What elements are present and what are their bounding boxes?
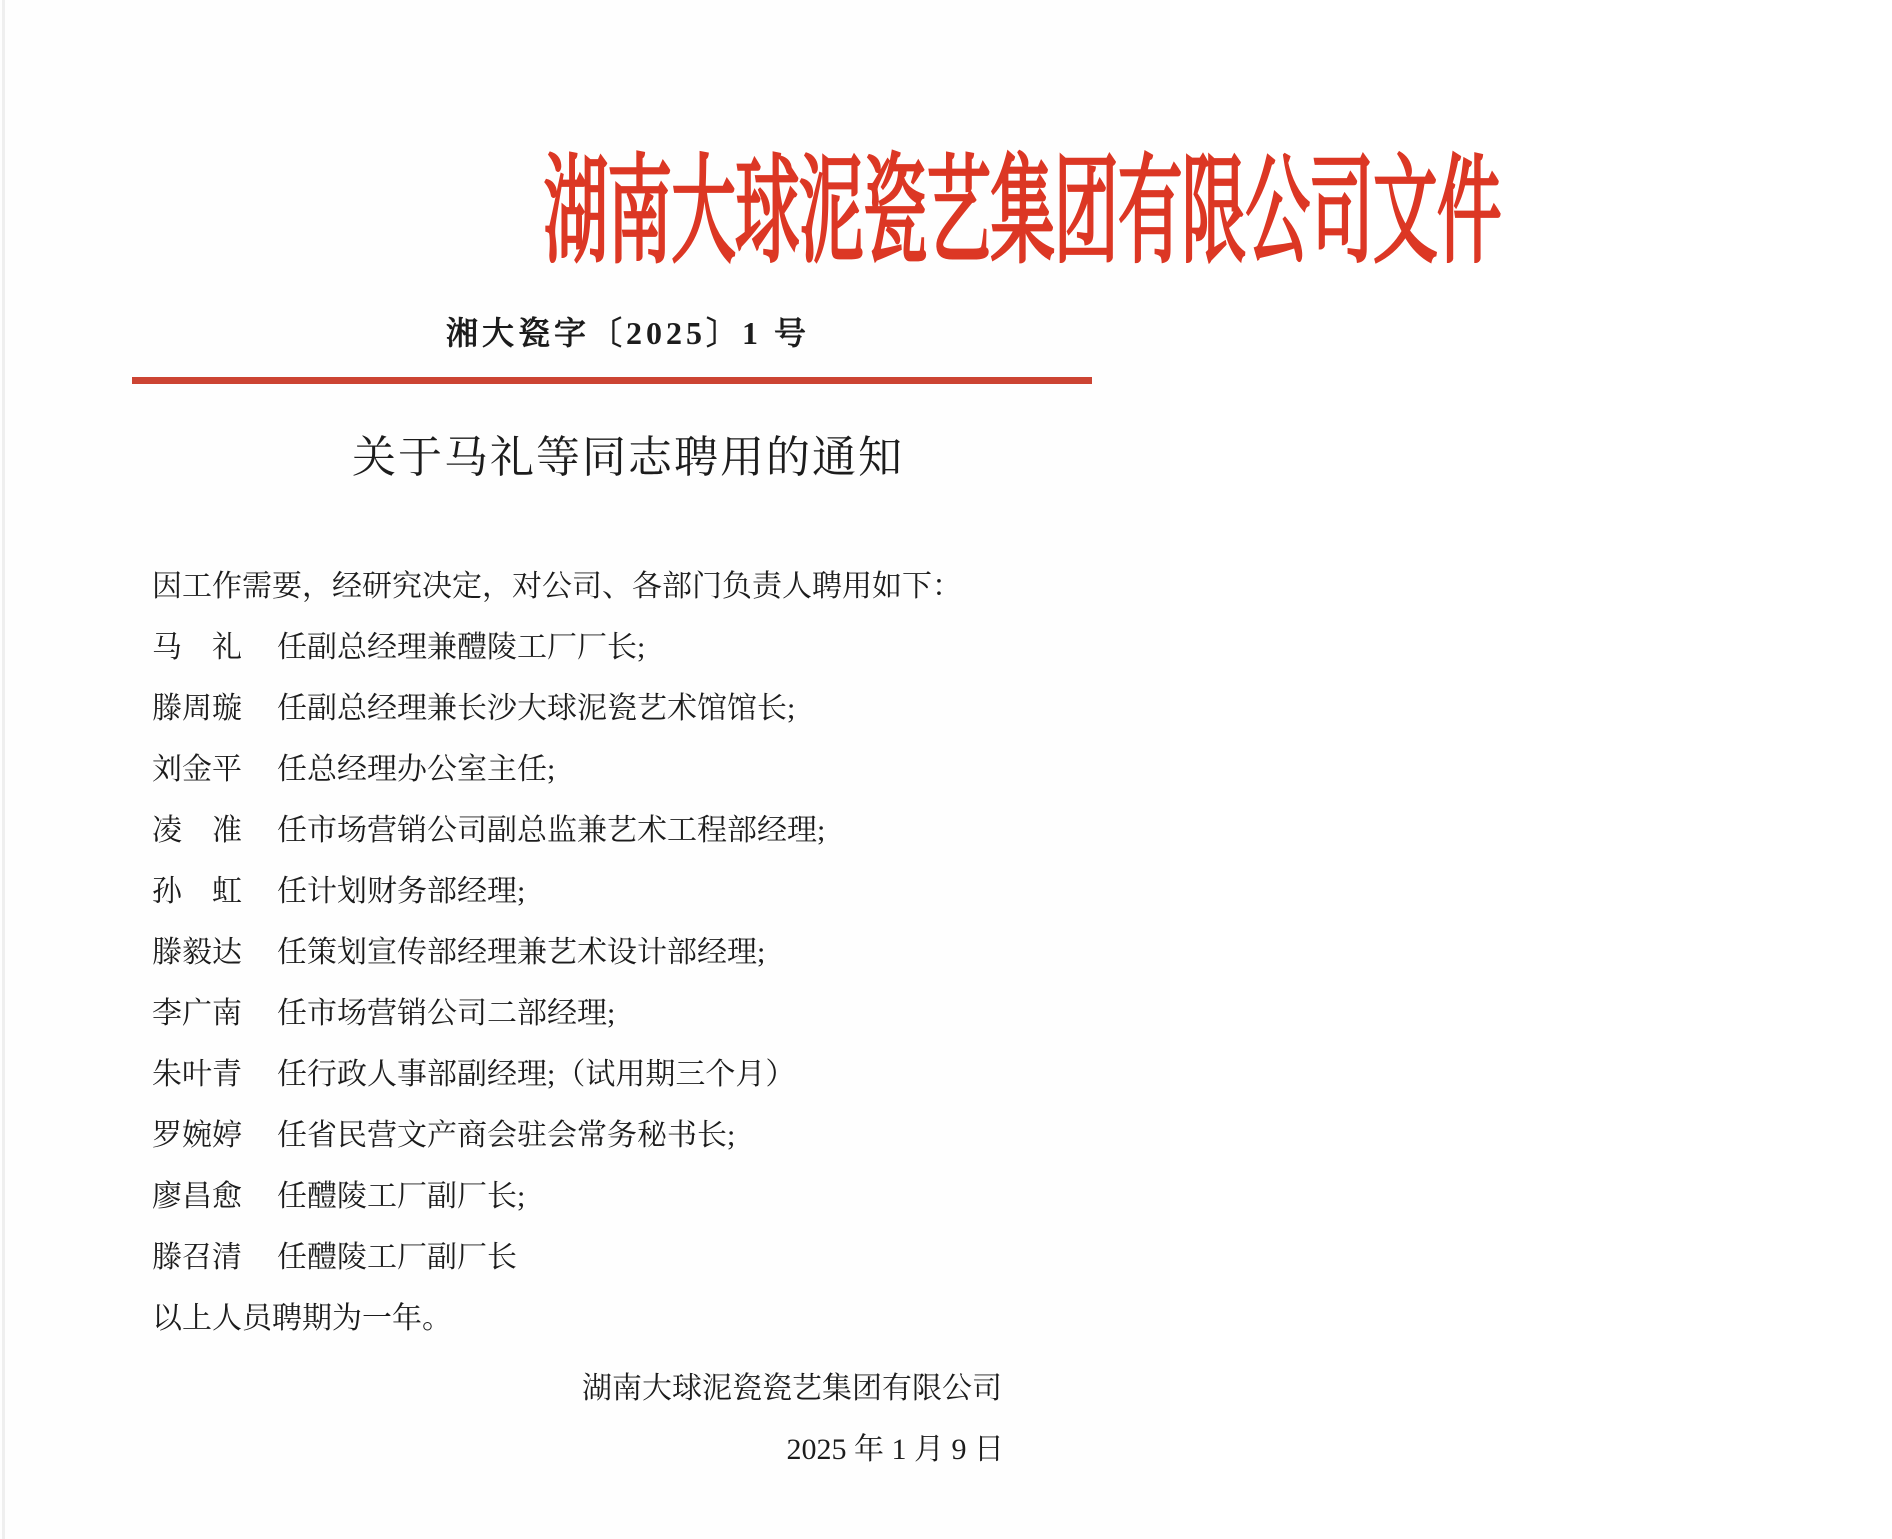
- intro-paragraph: 因工作需要，经研究决定，对公司、各部门负责人聘用如下：: [152, 570, 962, 603]
- appointment-row: [152, 1105, 1104, 1166]
- appointment-row: [152, 739, 1104, 800]
- appointee-name: 罗婉婷: [152, 1119, 242, 1152]
- appointee-position: 任省民营文产商会驻会常务秘书长;: [277, 1119, 736, 1152]
- appointment-section: [152, 556, 1104, 1349]
- appointee-name: 李广南: [152, 997, 242, 1030]
- notice-title: 关于马礼等同志聘用的通知: [352, 433, 904, 482]
- appointee-name: 滕召清: [152, 1241, 242, 1274]
- appointment-row: [152, 861, 1104, 922]
- appointee-name: 刘金平: [152, 753, 242, 786]
- appointee-position: 任副总经理兼醴陵工厂厂长;: [277, 631, 646, 664]
- red-header: [152, 145, 1501, 280]
- signature-org: 湖南大球泥瓷瓷艺集团有限公司: [582, 1372, 1002, 1405]
- appointee-name: 廖昌愈: [152, 1180, 242, 1213]
- red-header-title: 湖南大球泥瓷艺集团有限公司文件: [543, 147, 1501, 278]
- appointee-position: 任策划宣传部经理兼艺术设计部经理;: [277, 936, 766, 969]
- appointment-row: [152, 678, 1104, 739]
- appointee-name: 凌 准: [152, 814, 242, 847]
- red-separator-line: [132, 377, 1092, 384]
- appointment-row: [152, 922, 1104, 983]
- appointment-list: [152, 617, 1104, 1288]
- appointee-position: 任醴陵工厂副厂长: [277, 1241, 517, 1274]
- appointment-row: [152, 983, 1104, 1044]
- appointee-position: 任行政人事部副经理;（试用期三个月）: [277, 1058, 796, 1091]
- appointment-row: [152, 1166, 1104, 1227]
- appointment-row: [152, 1227, 1104, 1288]
- appointee-position: 任醴陵工厂副厂长;: [277, 1180, 526, 1213]
- appointee-position: 任市场营销公司副总监兼艺术工程部经理;: [277, 814, 826, 847]
- appointee-position: 任副总经理兼长沙大球泥瓷艺术馆馆长;: [277, 692, 796, 725]
- closing-paragraph: 以上人员聘期为一年。: [152, 1302, 452, 1335]
- appointee-name: 滕周璇: [152, 692, 242, 725]
- appointment-row: [152, 617, 1104, 678]
- appointee-name: 马 礼: [152, 631, 242, 664]
- appointee-position: 任计划财务部经理;: [277, 875, 526, 908]
- appointment-row: [152, 800, 1104, 861]
- appointee-position: 任总经理办公室主任;: [277, 753, 556, 786]
- appointee-name: 朱叶青: [152, 1058, 242, 1091]
- appointee-position: 任市场营销公司二部经理;: [277, 997, 616, 1030]
- appointee-name: 滕毅达: [152, 936, 242, 969]
- appointee-name: 孙 虹: [152, 875, 242, 908]
- appointment-row: [152, 1044, 1104, 1105]
- signature-date: 2025 年 1 月 9 日: [786, 1433, 1004, 1466]
- doc-number: 湘大瓷字〔2025〕1 号: [445, 315, 810, 351]
